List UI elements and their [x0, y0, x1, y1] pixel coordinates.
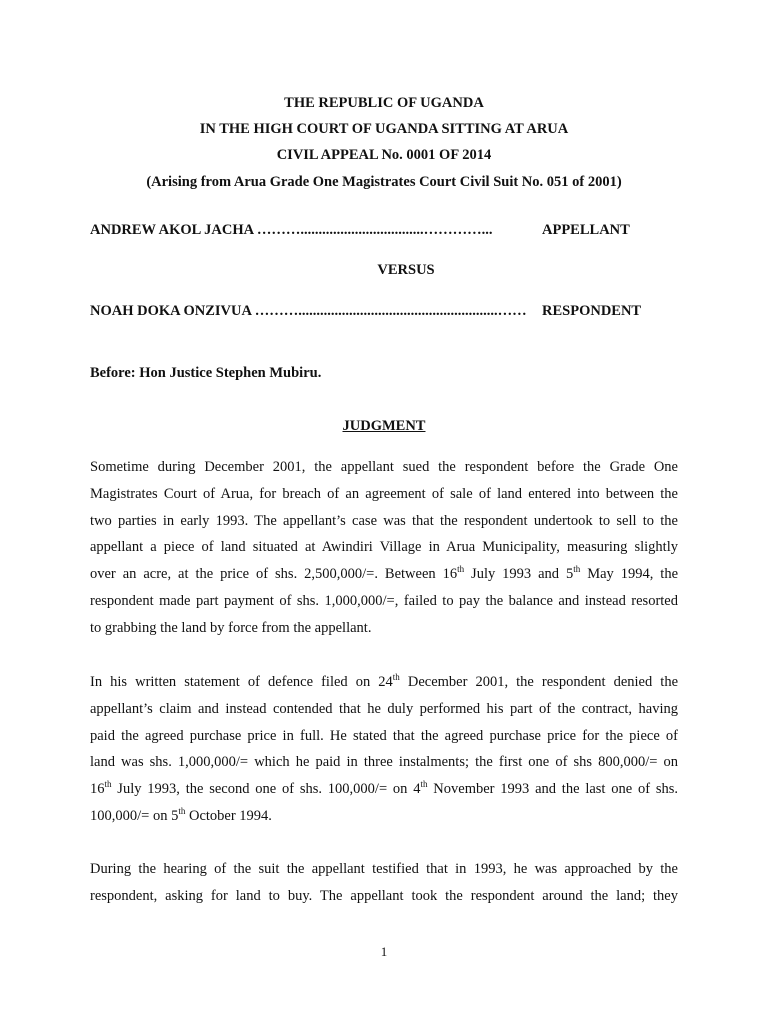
respondent-name: NOAH DOKA ONZIVUA — [90, 303, 252, 319]
header-case-number: CIVIL APPEAL No. 0001 OF 2014 — [276, 147, 492, 163]
appellant-name: ANDREW AKOL JACHA — [90, 222, 254, 238]
paragraph-line: 100,000/= on 5th October 1994. — [90, 806, 272, 824]
paragraph-line: land was shs. 1,000,000/= which he paid in three instalments; the first one of shs 800,000/= on — [90, 754, 678, 771]
page-number: 1 — [380, 944, 388, 959]
paragraph-line: Magistrates Court of Arua, for breach of an agreement of sale of land entered into between the — [90, 485, 678, 502]
paragraph-line: 16th July 1993, the second one of shs. 100,000/= on 4th November 1993 and the last one of shs. — [90, 779, 679, 798]
paragraph-line: two parties in early 1993. The appellant’s case was that the respondent undertook to sell to the — [90, 512, 678, 529]
appellant-role: APPELLANT — [542, 222, 630, 238]
paragraph-line: respondent made part payment of shs. 1,000,000/=, failed to pay the balance and instead resorted — [90, 592, 678, 609]
respondent-leader-dots: ……….......................................................…… — [254, 303, 527, 319]
before-judge: Before: Hon Justice Stephen Mubiru. — [90, 365, 322, 381]
header-republic: THE REPUBLIC OF UGANDA — [284, 95, 484, 111]
paragraph-line: In his written statement of defence filed on 24th December 2001, the respondent denied the — [90, 672, 679, 690]
paragraph-line: to grabbing the land by force from the appellant. — [90, 619, 372, 636]
judgment-title: JUDGMENT — [342, 418, 426, 434]
paragraph-line: Sometime during December 2001, the appellant sued the respondent before the Grade One — [90, 459, 678, 475]
paragraph-line: paid the agreed purchase price in full. He stated that the agreed purchase price for the piece of — [90, 727, 678, 744]
header-arising-from: (Arising from Arua Grade One Magistrates Court Civil Suit No. 051 of 2001) — [146, 174, 622, 190]
versus-label: VERSUS — [377, 262, 435, 278]
paragraph-line: appellant’s claim and instead contended that he duly performed his part of the contract, having — [90, 700, 678, 717]
paragraph-3 — [90, 856, 678, 910]
appellant-line — [90, 221, 680, 239]
paragraph-line: During the hearing of the suit the appellant testified that in 1993, he was approached by the — [90, 861, 678, 877]
appellant-leader-dots: ………..................................…………... — [256, 222, 493, 238]
paragraph-line: over an acre, at the price of shs. 2,500,000/=. Between 16th July 1993 and 5th May 1994, the — [90, 564, 679, 583]
header-court: IN THE HIGH COURT OF UGANDA SITTING AT ARUA — [199, 121, 569, 137]
respondent-line — [90, 302, 680, 320]
paragraph-2 — [90, 669, 678, 830]
respondent-role: RESPONDENT — [542, 303, 642, 319]
paragraph-1 — [90, 454, 678, 642]
paragraph-line: respondent, asking for land to buy. The appellant took the respondent around the land; they — [90, 887, 678, 904]
paragraph-line: appellant a piece of land situated at Awindiri Village in Arua Municipality, measuring slightly — [90, 539, 678, 556]
